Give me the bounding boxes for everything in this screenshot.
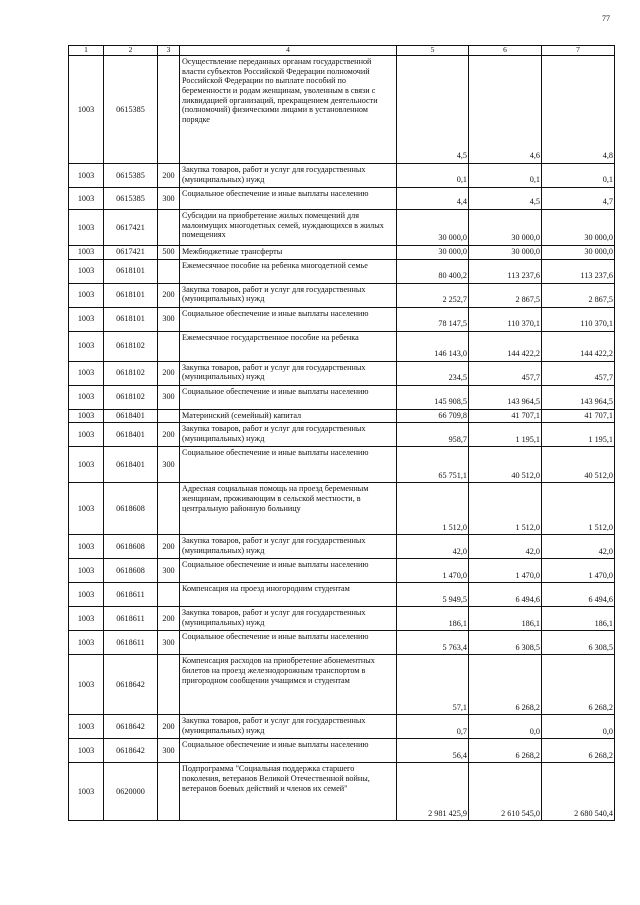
table-row bbox=[69, 259, 615, 283]
table-row bbox=[69, 535, 615, 559]
section-code: 1003 bbox=[69, 385, 104, 409]
expense-type-code: 200 bbox=[158, 163, 180, 187]
target-article-code: 0618611 bbox=[104, 607, 158, 631]
item-name: Адресная социальная помощь на проезд беременным женщинам, проживающим в сельской местности, в центральную районную больницу bbox=[180, 483, 397, 535]
amount-col7: 4,7 bbox=[542, 187, 615, 209]
amount-col5: 56,4 bbox=[397, 739, 469, 763]
table-row bbox=[69, 607, 615, 631]
table-row bbox=[69, 763, 615, 821]
amount-col5: 0,1 bbox=[397, 163, 469, 187]
amount-col5: 145 908,5 bbox=[397, 385, 469, 409]
amount-col7: 41 707,1 bbox=[542, 409, 615, 423]
target-article-code: 0618401 bbox=[104, 423, 158, 447]
expense-type-code bbox=[158, 763, 180, 821]
item-name: Ежемесячное пособие на ребенка многодетной семье bbox=[180, 259, 397, 283]
amount-col5: 4,5 bbox=[397, 55, 469, 163]
amount-col5: 5 949,5 bbox=[397, 583, 469, 607]
target-article-code: 0618611 bbox=[104, 583, 158, 607]
amount-col6: 42,0 bbox=[469, 535, 542, 559]
section-code: 1003 bbox=[69, 55, 104, 163]
item-name: Закупка товаров, работ и услуг для государственных (муниципальных) нужд bbox=[180, 163, 397, 187]
expense-type-code bbox=[158, 209, 180, 245]
item-name: Компенсация на проезд иногородним студентам bbox=[180, 583, 397, 607]
target-article-code: 0618642 bbox=[104, 739, 158, 763]
amount-col6: 6 268,2 bbox=[469, 655, 542, 715]
amount-col7: 2 867,5 bbox=[542, 283, 615, 307]
item-name: Социальное обеспечение и иные выплаты населению bbox=[180, 447, 397, 483]
amount-col7: 1 195,1 bbox=[542, 423, 615, 447]
section-code: 1003 bbox=[69, 423, 104, 447]
amount-col7: 110 370,1 bbox=[542, 307, 615, 331]
amount-col6: 41 707,1 bbox=[469, 409, 542, 423]
section-code: 1003 bbox=[69, 187, 104, 209]
expense-type-code bbox=[158, 409, 180, 423]
section-code: 1003 bbox=[69, 163, 104, 187]
target-article-code: 0618401 bbox=[104, 447, 158, 483]
amount-col7: 6 494,6 bbox=[542, 583, 615, 607]
amount-col7: 6 268,2 bbox=[542, 655, 615, 715]
section-code: 1003 bbox=[69, 361, 104, 385]
section-code: 1003 bbox=[69, 655, 104, 715]
section-code: 1003 bbox=[69, 447, 104, 483]
amount-col5: 30 000,0 bbox=[397, 245, 469, 259]
table-row bbox=[69, 331, 615, 361]
item-name: Социальное обеспечение и иные выплаты населению bbox=[180, 739, 397, 763]
table-row bbox=[69, 55, 615, 163]
amount-col7: 457,7 bbox=[542, 361, 615, 385]
target-article-code: 0615385 bbox=[104, 163, 158, 187]
item-name: Ежемесячное государственное пособие на ребенка bbox=[180, 331, 397, 361]
item-name: Социальное обеспечение и иные выплаты населению bbox=[180, 631, 397, 655]
amount-col7: 4,8 bbox=[542, 55, 615, 163]
item-name: Социальное обеспечение и иные выплаты населению bbox=[180, 385, 397, 409]
item-name: Осуществление переданных органам государственной власти субъектов Российской Федерации полномочий Российской Федерации по выплате пособий по беременности и родам женщинам, уволенным в связи с ликвидацией организаций, прекращением деятельности (полномочий) физическими лицами в установленном порядке bbox=[180, 55, 397, 163]
amount-col6: 4,5 bbox=[469, 187, 542, 209]
target-article-code: 0618102 bbox=[104, 385, 158, 409]
target-article-code: 0618401 bbox=[104, 409, 158, 423]
item-name: Субсидии на приобретение жилых помещений для малоимущих многодетных семей, нуждающихся в жилых помещениях bbox=[180, 209, 397, 245]
item-name: Межбюджетные трансферты bbox=[180, 245, 397, 259]
amount-col6: 6 308,5 bbox=[469, 631, 542, 655]
amount-col5: 0,7 bbox=[397, 715, 469, 739]
item-name: Закупка товаров, работ и услуг для государственных (муниципальных) нужд bbox=[180, 607, 397, 631]
item-name: Закупка товаров, работ и услуг для государственных (муниципальных) нужд bbox=[180, 361, 397, 385]
table-row bbox=[69, 245, 615, 259]
target-article-code: 0618608 bbox=[104, 559, 158, 583]
expense-type-code: 200 bbox=[158, 423, 180, 447]
section-code: 1003 bbox=[69, 607, 104, 631]
item-name: Закупка товаров, работ и услуг для государственных (муниципальных) нужд bbox=[180, 535, 397, 559]
table-row bbox=[69, 631, 615, 655]
amount-col6: 1 512,0 bbox=[469, 483, 542, 535]
column-header: 4 bbox=[180, 46, 397, 56]
column-header: 5 bbox=[397, 46, 469, 56]
amount-col6: 4,6 bbox=[469, 55, 542, 163]
amount-col5: 2 981 425,9 bbox=[397, 763, 469, 821]
amount-col7: 143 964,5 bbox=[542, 385, 615, 409]
amount-col7: 40 512,0 bbox=[542, 447, 615, 483]
amount-col7: 6 308,5 bbox=[542, 631, 615, 655]
expense-type-code: 200 bbox=[158, 361, 180, 385]
table-row bbox=[69, 361, 615, 385]
scan-edge-mark bbox=[0, 899, 640, 901]
section-code: 1003 bbox=[69, 739, 104, 763]
target-article-code: 0618101 bbox=[104, 307, 158, 331]
amount-col5: 186,1 bbox=[397, 607, 469, 631]
amount-col7: 186,1 bbox=[542, 607, 615, 631]
section-code: 1003 bbox=[69, 535, 104, 559]
amount-col6: 2 610 545,0 bbox=[469, 763, 542, 821]
amount-col6: 110 370,1 bbox=[469, 307, 542, 331]
expense-type-code: 200 bbox=[158, 607, 180, 631]
amount-col5: 1 470,0 bbox=[397, 559, 469, 583]
expense-type-code: 300 bbox=[158, 447, 180, 483]
expense-type-code: 300 bbox=[158, 187, 180, 209]
section-code: 1003 bbox=[69, 283, 104, 307]
expense-type-code: 300 bbox=[158, 385, 180, 409]
expense-type-code: 200 bbox=[158, 715, 180, 739]
amount-col5: 42,0 bbox=[397, 535, 469, 559]
target-article-code: 0618608 bbox=[104, 535, 158, 559]
expense-type-code: 200 bbox=[158, 283, 180, 307]
section-code: 1003 bbox=[69, 559, 104, 583]
expense-type-code bbox=[158, 655, 180, 715]
section-code: 1003 bbox=[69, 715, 104, 739]
amount-col7: 0,1 bbox=[542, 163, 615, 187]
item-name: Социальное обеспечение и иные выплаты населению bbox=[180, 187, 397, 209]
amount-col6: 30 000,0 bbox=[469, 245, 542, 259]
expense-type-code bbox=[158, 483, 180, 535]
budget-table bbox=[68, 45, 615, 821]
amount-col6: 2 867,5 bbox=[469, 283, 542, 307]
amount-col5: 57,1 bbox=[397, 655, 469, 715]
column-header: 1 bbox=[69, 46, 104, 56]
item-name: Компенсация расходов на приобретение абонементных билетов на проезд железнодорожным транспортом в пригородном сообщении учащимся и студентам bbox=[180, 655, 397, 715]
item-name: Подпрограмма "Социальная поддержка старшего поколения, ветеранов Великой Отечественной войны, ветеранов боевых действий и членов их семей" bbox=[180, 763, 397, 821]
amount-col7: 6 268,2 bbox=[542, 739, 615, 763]
target-article-code: 0618101 bbox=[104, 259, 158, 283]
table-row bbox=[69, 163, 615, 187]
target-article-code: 0617421 bbox=[104, 209, 158, 245]
section-code: 1003 bbox=[69, 307, 104, 331]
expense-type-code: 300 bbox=[158, 307, 180, 331]
column-header: 7 bbox=[542, 46, 615, 56]
amount-col5: 958,7 bbox=[397, 423, 469, 447]
expense-type-code bbox=[158, 331, 180, 361]
item-name: Материнский (семейный) капитал bbox=[180, 409, 397, 423]
target-article-code: 0620000 bbox=[104, 763, 158, 821]
amount-col7: 42,0 bbox=[542, 535, 615, 559]
section-code: 1003 bbox=[69, 245, 104, 259]
target-article-code: 0618611 bbox=[104, 631, 158, 655]
section-code: 1003 bbox=[69, 631, 104, 655]
item-name: Закупка товаров, работ и услуг для государственных (муниципальных) нужд bbox=[180, 423, 397, 447]
amount-col6: 186,1 bbox=[469, 607, 542, 631]
section-code: 1003 bbox=[69, 209, 104, 245]
table-row bbox=[69, 283, 615, 307]
amount-col5: 78 147,5 bbox=[397, 307, 469, 331]
section-code: 1003 bbox=[69, 331, 104, 361]
table-row bbox=[69, 583, 615, 607]
target-article-code: 0615385 bbox=[104, 55, 158, 163]
table-row bbox=[69, 715, 615, 739]
table-row bbox=[69, 739, 615, 763]
section-code: 1003 bbox=[69, 409, 104, 423]
amount-col6: 1 470,0 bbox=[469, 559, 542, 583]
page-number: 77 bbox=[602, 14, 610, 23]
target-article-code: 0618642 bbox=[104, 655, 158, 715]
item-name: Закупка товаров, работ и услуг для государственных (муниципальных) нужд bbox=[180, 715, 397, 739]
target-article-code: 0618102 bbox=[104, 361, 158, 385]
amount-col5: 30 000,0 bbox=[397, 209, 469, 245]
item-name: Закупка товаров, работ и услуг для государственных (муниципальных) нужд bbox=[180, 283, 397, 307]
amount-col6: 144 422,2 bbox=[469, 331, 542, 361]
expense-type-code bbox=[158, 55, 180, 163]
amount-col5: 66 709,8 bbox=[397, 409, 469, 423]
section-code: 1003 bbox=[69, 259, 104, 283]
amount-col6: 457,7 bbox=[469, 361, 542, 385]
amount-col5: 4,4 bbox=[397, 187, 469, 209]
column-header: 3 bbox=[158, 46, 180, 56]
column-header: 2 bbox=[104, 46, 158, 56]
target-article-code: 0618102 bbox=[104, 331, 158, 361]
amount-col6: 1 195,1 bbox=[469, 423, 542, 447]
amount-col5: 5 763,4 bbox=[397, 631, 469, 655]
column-number-row bbox=[69, 46, 615, 56]
item-name: Социальное обеспечение и иные выплаты населению bbox=[180, 307, 397, 331]
target-article-code: 0618642 bbox=[104, 715, 158, 739]
amount-col5: 65 751,1 bbox=[397, 447, 469, 483]
expense-type-code bbox=[158, 259, 180, 283]
amount-col6: 0,0 bbox=[469, 715, 542, 739]
expense-type-code: 300 bbox=[158, 559, 180, 583]
table-row bbox=[69, 307, 615, 331]
amount-col7: 113 237,6 bbox=[542, 259, 615, 283]
section-code: 1003 bbox=[69, 763, 104, 821]
amount-col7: 30 000,0 bbox=[542, 245, 615, 259]
amount-col6: 143 964,5 bbox=[469, 385, 542, 409]
amount-col5: 234,5 bbox=[397, 361, 469, 385]
table-row bbox=[69, 483, 615, 535]
item-name: Социальное обеспечение и иные выплаты населению bbox=[180, 559, 397, 583]
table-row bbox=[69, 655, 615, 715]
expense-type-code: 300 bbox=[158, 739, 180, 763]
table-row bbox=[69, 409, 615, 423]
amount-col6: 40 512,0 bbox=[469, 447, 542, 483]
target-article-code: 0618101 bbox=[104, 283, 158, 307]
amount-col7: 2 680 540,4 bbox=[542, 763, 615, 821]
expense-type-code bbox=[158, 583, 180, 607]
column-header: 6 bbox=[469, 46, 542, 56]
table-row bbox=[69, 187, 615, 209]
amount-col5: 1 512,0 bbox=[397, 483, 469, 535]
target-article-code: 0615385 bbox=[104, 187, 158, 209]
table-row bbox=[69, 385, 615, 409]
section-code: 1003 bbox=[69, 483, 104, 535]
table-row bbox=[69, 559, 615, 583]
table-row bbox=[69, 209, 615, 245]
target-article-code: 0617421 bbox=[104, 245, 158, 259]
table-body bbox=[69, 55, 615, 820]
amount-col5: 146 143,0 bbox=[397, 331, 469, 361]
expense-type-code: 500 bbox=[158, 245, 180, 259]
amount-col6: 0,1 bbox=[469, 163, 542, 187]
target-article-code: 0618608 bbox=[104, 483, 158, 535]
amount-col6: 6 268,2 bbox=[469, 739, 542, 763]
amount-col6: 30 000,0 bbox=[469, 209, 542, 245]
amount-col5: 2 252,7 bbox=[397, 283, 469, 307]
amount-col6: 113 237,6 bbox=[469, 259, 542, 283]
amount-col7: 1 470,0 bbox=[542, 559, 615, 583]
amount-col7: 0,0 bbox=[542, 715, 615, 739]
expense-type-code: 200 bbox=[158, 535, 180, 559]
amount-col7: 144 422,2 bbox=[542, 331, 615, 361]
table-row bbox=[69, 423, 615, 447]
table-row bbox=[69, 447, 615, 483]
amount-col5: 80 400,2 bbox=[397, 259, 469, 283]
amount-col7: 1 512,0 bbox=[542, 483, 615, 535]
section-code: 1003 bbox=[69, 583, 104, 607]
amount-col6: 6 494,6 bbox=[469, 583, 542, 607]
expense-type-code: 300 bbox=[158, 631, 180, 655]
amount-col7: 30 000,0 bbox=[542, 209, 615, 245]
